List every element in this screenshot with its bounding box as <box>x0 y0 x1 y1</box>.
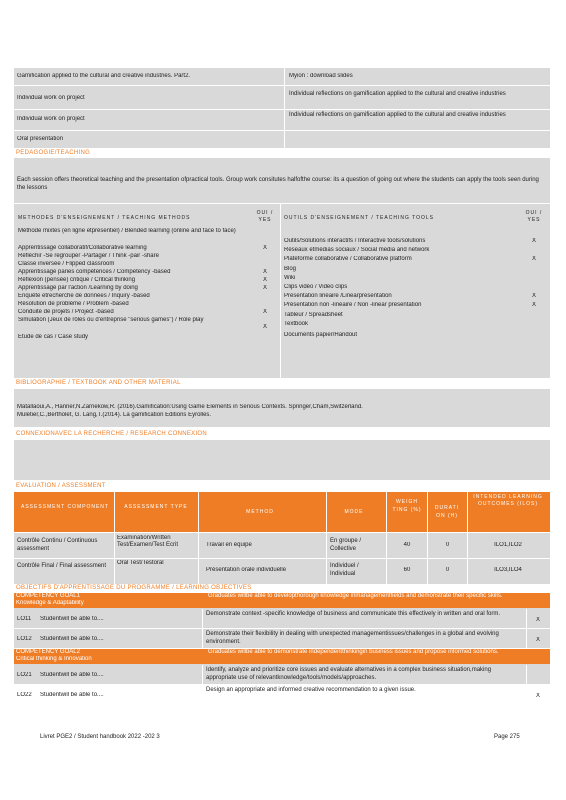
lo-mark: X <box>535 637 540 643</box>
row-divider <box>14 684 550 685</box>
col-divider <box>202 609 203 629</box>
method-item: Apprentissage collaboratif/Collaborative learning <box>18 245 147 251</box>
competency-goal: COMPETENCY GOAL2 <box>16 649 80 655</box>
header-method: METHOD <box>246 509 274 515</box>
tool-yes-mark: X <box>531 293 536 300</box>
tool-item: Présentation non -linéaire / Non -linear presentation <box>284 302 422 309</box>
tools-yes-header: OUI / YES <box>525 210 543 223</box>
method-yes-mark: X <box>262 269 267 275</box>
lo-description: Demonstrate their flexibility in dealing with unexpected managementissues/challenges in a global and evolving environment. <box>206 631 499 645</box>
method-item: Apprentissage par l'action /Learning by doing <box>18 285 138 291</box>
tool-yes-mark: X <box>531 302 536 309</box>
eval-method: Travail en équipe <box>206 542 252 548</box>
objectives-table <box>14 593 550 699</box>
lo-description: Demonstrate context -specific knowledge of business and communicate this effectively in written and oral form. <box>206 611 501 617</box>
schedule-right-2: Individual reflections on gamification applied to the cultural and creative industries <box>289 91 506 97</box>
tools-header: OUTILS D'ENSEIGNEMENT / TEACHING TOOLS <box>284 215 434 221</box>
eval-type: Oral Test/Testoral <box>117 560 164 566</box>
bibliography-line-1: Matallaoui,A., Hanner,N.Zarnekow,R. (2016).Gamification:Using Game Elements in Serious Contexts. Springer,Cham,Switzerland. <box>17 404 363 410</box>
lo-label: Studentwill be able to.... <box>40 672 104 678</box>
method-item: Réflexion (pensée) critique / Critical thinking <box>18 277 136 283</box>
tool-item: Wiki <box>284 274 296 281</box>
method-item: Simulation (Jeux de rôles ou d'entreprise "serious games") / Role play <box>18 317 204 323</box>
pedagogy-section <box>14 158 550 378</box>
schedule-left-2: Individual work on project <box>17 95 85 101</box>
header-mode: MODE <box>344 509 364 515</box>
tool-yes-mark: X <box>531 256 536 263</box>
pedagogy-title: PEDAGOGIE/TEACHING <box>16 150 91 156</box>
method-item: Etude de cas / Case study <box>18 334 89 340</box>
competency-goal: COMPETENCY GOAL1 <box>16 593 80 599</box>
tool-item: Tableur / Spreadsheet <box>284 311 343 318</box>
eval-component: Contrôle Final / Final assessment <box>17 563 107 569</box>
eval-duration: 0 <box>445 567 450 573</box>
row-divider <box>14 628 550 629</box>
research-section <box>14 440 550 480</box>
method-yes-mark: X <box>262 324 267 330</box>
tool-item: Textbook <box>284 320 309 327</box>
lo-label: Studentwill be able to.... <box>40 616 104 622</box>
evaluation-table <box>14 492 550 584</box>
method-item: Enquête etrecherche de données / Inquiry -based <box>18 293 150 299</box>
col-divider <box>526 629 527 649</box>
pedagogy-text: Each session offers theoretical teaching and the presentation ofpractical tools. Group work consitutes halfofthe course: its a question of going out where the students can apply the tools seen during the lessons <box>17 177 539 191</box>
eval-type: Examination/Written Test/Examen/Test Ecrit <box>117 535 179 548</box>
method-yes-mark: X <box>262 285 267 291</box>
objectives-title: OBJECTIFS D'APPRENTISSAGE DU PROGRAMME / LEARNING OBJECTIVES <box>16 585 252 591</box>
bibliography-section <box>14 389 550 427</box>
lo-mark: X <box>535 617 540 623</box>
eval-ilo: ILO1,ILO2 <box>494 542 522 548</box>
col-divider <box>526 685 527 705</box>
methods-header: METHODES D'ENSEIGNEMENT / TEACHING METHODS <box>18 215 191 221</box>
header-component: ASSESSMENT COMPONENT <box>21 504 109 510</box>
competency-description: Graduates willbe able to developthorough knowledge inmanagementfields and demonstrate their specific skills. <box>208 593 503 599</box>
evaluation-title: EVALUATION / ASSESSMENT <box>16 483 106 489</box>
tool-item: Réseaux etmédias sociaux / Social media and network <box>284 247 430 254</box>
lo-code: LO11 <box>17 616 32 622</box>
header-duration: DURATI ON (H) <box>434 505 460 519</box>
lo-code: LO22 <box>17 692 32 698</box>
footer-right: Page 275 <box>494 734 520 740</box>
schedule-left-4: Oral presentation <box>17 136 64 142</box>
eval-component: Contrôle Continu / Continuous assessment <box>17 538 98 552</box>
method-yes-mark: X <box>262 309 267 315</box>
competency-subtitle: Critical thinking & Innovation <box>16 656 92 662</box>
schedule-right-1: Myion : download slides <box>289 73 353 79</box>
method-item: Résolution de problème / Problem -based <box>18 301 129 307</box>
tool-item: Clips vidéo / Video clips <box>284 284 348 290</box>
eval-duration: 0 <box>445 542 450 548</box>
col-divider <box>526 609 527 629</box>
lo-code: LO21 <box>17 672 32 678</box>
method-yes-mark: X <box>262 245 267 251</box>
col-divider <box>202 665 203 685</box>
method-item: Conduite de projets / Project -based <box>18 309 114 315</box>
tool-item: Présentation linéaire /Linearpresentation <box>284 293 392 300</box>
lo-description: Identify, analyze and prioritize core issues and evaluate alternatives in a complex business situation,making appropriate use of relevantknowledge/tools/models/approaches. <box>206 667 492 681</box>
schedule-left-3: Individual work on project <box>17 116 85 122</box>
competency-description: Graduates willbe able to demonstrate independentthinkingin business issues and propose informed solutions. <box>208 649 499 655</box>
lo-label: Studentwill be able to.... <box>40 636 104 642</box>
header-weighting: WEIGH TING (%) <box>392 499 422 513</box>
schedule-left-1: Gamification applied to the cultural and creative industries. Part2. <box>17 73 191 79</box>
tool-yes-mark: X <box>531 238 536 244</box>
competency-subtitle: Knowledge & Adaptability <box>16 600 84 606</box>
tool-item: Plateforme collaborative / Collaborative platform <box>284 256 412 263</box>
col-divider <box>526 665 527 685</box>
header-ilo: INTENDED LEARNING OUTCOMES (ILOS) <box>473 494 543 507</box>
eval-method: Présentation orale individuelle <box>206 567 287 573</box>
methods-yes-header: OUI / YES <box>256 210 274 223</box>
method-item: Méthode mixtes (en ligne etprésentiel) / Blended learning (online and face to face) <box>18 228 236 234</box>
eval-weight: 40 <box>403 542 411 548</box>
col-divider <box>202 685 203 705</box>
eval-weight: 60 <box>403 567 411 573</box>
schedule-table <box>14 68 550 148</box>
schedule-right-3: Individual reflections on gamification applied to the cultural and creative industries <box>289 112 506 118</box>
bibliography-title: BIBLIOGRAPHIE / TEXTBOOK AND OTHER MATERIAL <box>16 380 181 386</box>
eval-ilo: ILO3,ILO4 <box>494 567 522 573</box>
tool-item: Outils/Solutions interactifs / Interactive tools/solutions <box>284 238 426 244</box>
lo-code: LO12 <box>17 636 32 642</box>
method-item: Classe inversée / Flipped classroom <box>18 261 115 267</box>
eval-mode: En groupe / Collective <box>330 538 362 552</box>
tool-item: Blog <box>284 265 297 272</box>
eval-mode: Individuel / Individual <box>330 563 359 577</box>
lo-label: Studentwill be able to.... <box>40 692 104 698</box>
col-divider <box>202 629 203 649</box>
footer-left: Livret PGE2 / Student handbook 2022 -202 3 <box>40 734 160 740</box>
method-item: Réfléchir -Se regrouper -Partager / Think -pair -share <box>18 253 159 259</box>
lo-mark: X <box>535 693 540 699</box>
header-type: ASSESSMENT TYPE <box>124 504 188 510</box>
method-yes-mark: X <box>262 277 267 283</box>
bibliography-line-2: Muletier,C.,Bertholet, G. Lang,T.(2014). La gamification Editions Eyrolles. <box>17 412 212 418</box>
lo-description: Design an appropriate and informed creative recommendation to a given issue. <box>206 687 416 693</box>
row-divider <box>14 704 550 705</box>
research-title: CONNEXIONAVEC LA RECHERCHE / RESEARCH CONNEXION <box>16 431 208 437</box>
tool-item: Documents papier/Handout <box>284 331 358 338</box>
method-item: Apprentissage paries compétences / Competency -based <box>18 269 171 275</box>
